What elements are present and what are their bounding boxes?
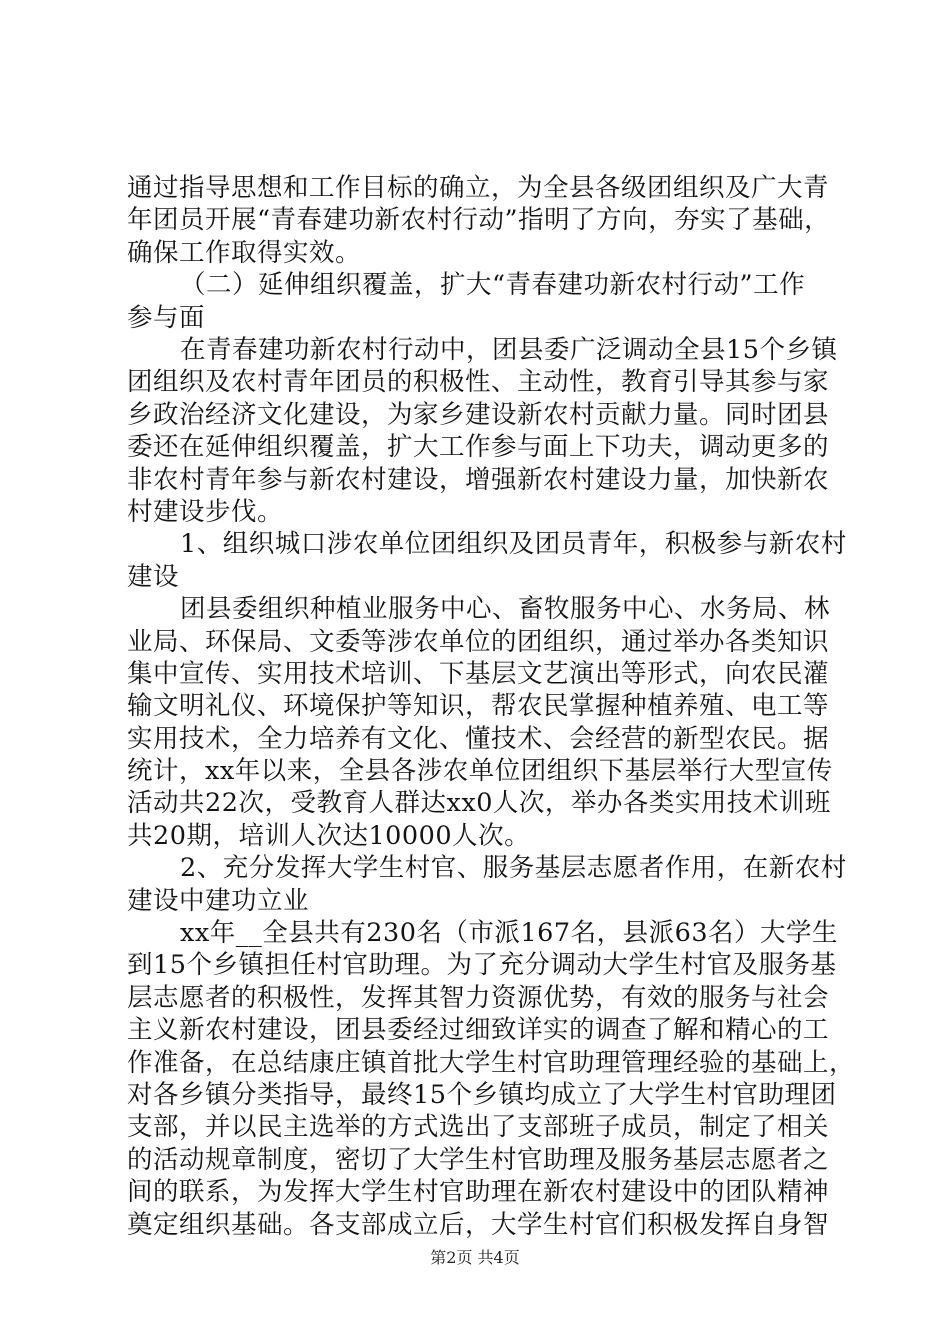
text-line: 统计，xx年以来，全县各涉农单位团组织下基层举行大型宣传 <box>127 756 833 787</box>
text-line: 对各乡镇分类指导，最终15个乡镇均成立了大学生村官助理团 <box>127 1080 837 1111</box>
text-line: 输文明礼仪、环境保护等知识，帮农民掌握种植养殖、电工等 <box>127 691 830 722</box>
section-heading: 参与面 <box>127 302 206 333</box>
text-line: 团组织及农村青年团员的积极性、主动性，教育引导其参与家 <box>127 367 830 398</box>
subsection-heading: 2、充分发挥大学生村官、服务基层志愿者作用，在新农村 <box>180 853 847 884</box>
text-line: 共20期，培训人次达10000人次。 <box>127 820 531 851</box>
text-line: 活动共22次，受教育人群达xx0人次，举办各类实用技术训班 <box>127 788 831 819</box>
text-line: 非农村青年参与新农村建设，增强新农村建设力量，加快新农 <box>127 464 830 495</box>
text-line: 业局、环保局、文委等涉农单位的团组织，通过举办各类知识 <box>127 626 830 657</box>
text-line: 奠定组织基础。各支部成立后，大学生村官们积极发挥自身智 <box>127 1209 830 1240</box>
text-line: 层志愿者的积极性，发挥其智力资源优势，有效的服务与社会 <box>127 982 830 1013</box>
text-line: 村建设步伐。 <box>127 496 284 527</box>
text-line: 委还在延伸组织覆盖，扩大工作参与面上下功夫，调动更多的 <box>127 432 830 463</box>
text-line: 团县委组织种植业服务中心、畜牧服务中心、水务局、林 <box>180 594 831 625</box>
text-line: 集中宣传、实用技术培训、下基层文艺演出等形式，向农民灌 <box>127 658 830 689</box>
section-heading: （二）延伸组织覆盖，扩大“青春建功新农村行动”工作 <box>180 270 806 301</box>
text-line: xx年__全县共有230名（市派167名，县派63名）大学生 <box>180 918 839 949</box>
subsection-heading: 建设 <box>127 561 180 592</box>
text-line: 支部，并以民主选举的方式选出了支部班子成员，制定了相关 <box>127 1112 830 1143</box>
subsection-heading: 1、组织城口涉农单位团组织及团员青年，积极参与新农村 <box>180 529 847 560</box>
text-line: 确保工作取得实效。 <box>127 237 362 268</box>
text-line: 的活动规章制度，密切了大学生村官助理及服务基层志愿者之 <box>127 1144 830 1175</box>
page-number: 第2页 共4页 <box>430 1248 520 1267</box>
text-line: 通过指导思想和工作目标的确立，为全县各级团组织及广大青 <box>127 173 830 203</box>
subsection-heading: 建设中建功立业 <box>127 885 310 916</box>
text-line: 主义新农村建设，团县委经过细致详实的调查了解和精心的工 <box>127 1015 830 1046</box>
text-line: 年团员开展“青春建功新农村行动”指明了方向，夯实了基础， <box>127 205 831 236</box>
text-line: 间的联系，为发挥大学生村官助理在新农村建设中的团队精神 <box>127 1177 830 1208</box>
text-line: 到15个乡镇担任村官助理。为了充分调动大学生村官及服务基 <box>127 950 837 981</box>
text-line: 在青春建功新农村行动中，团县委广泛调动全县15个乡镇 <box>180 334 838 365</box>
text-line: 作准备，在总结康庄镇首批大学生村官助理管理经验的基础上， <box>127 1047 856 1078</box>
text-line: 乡政治经济文化建设，为家乡建设新农村贡献力量。同时团县 <box>127 399 830 430</box>
text-line: 实用技术，全力培养有文化、懂技术、会经营的新型农民。据 <box>127 723 830 754</box>
